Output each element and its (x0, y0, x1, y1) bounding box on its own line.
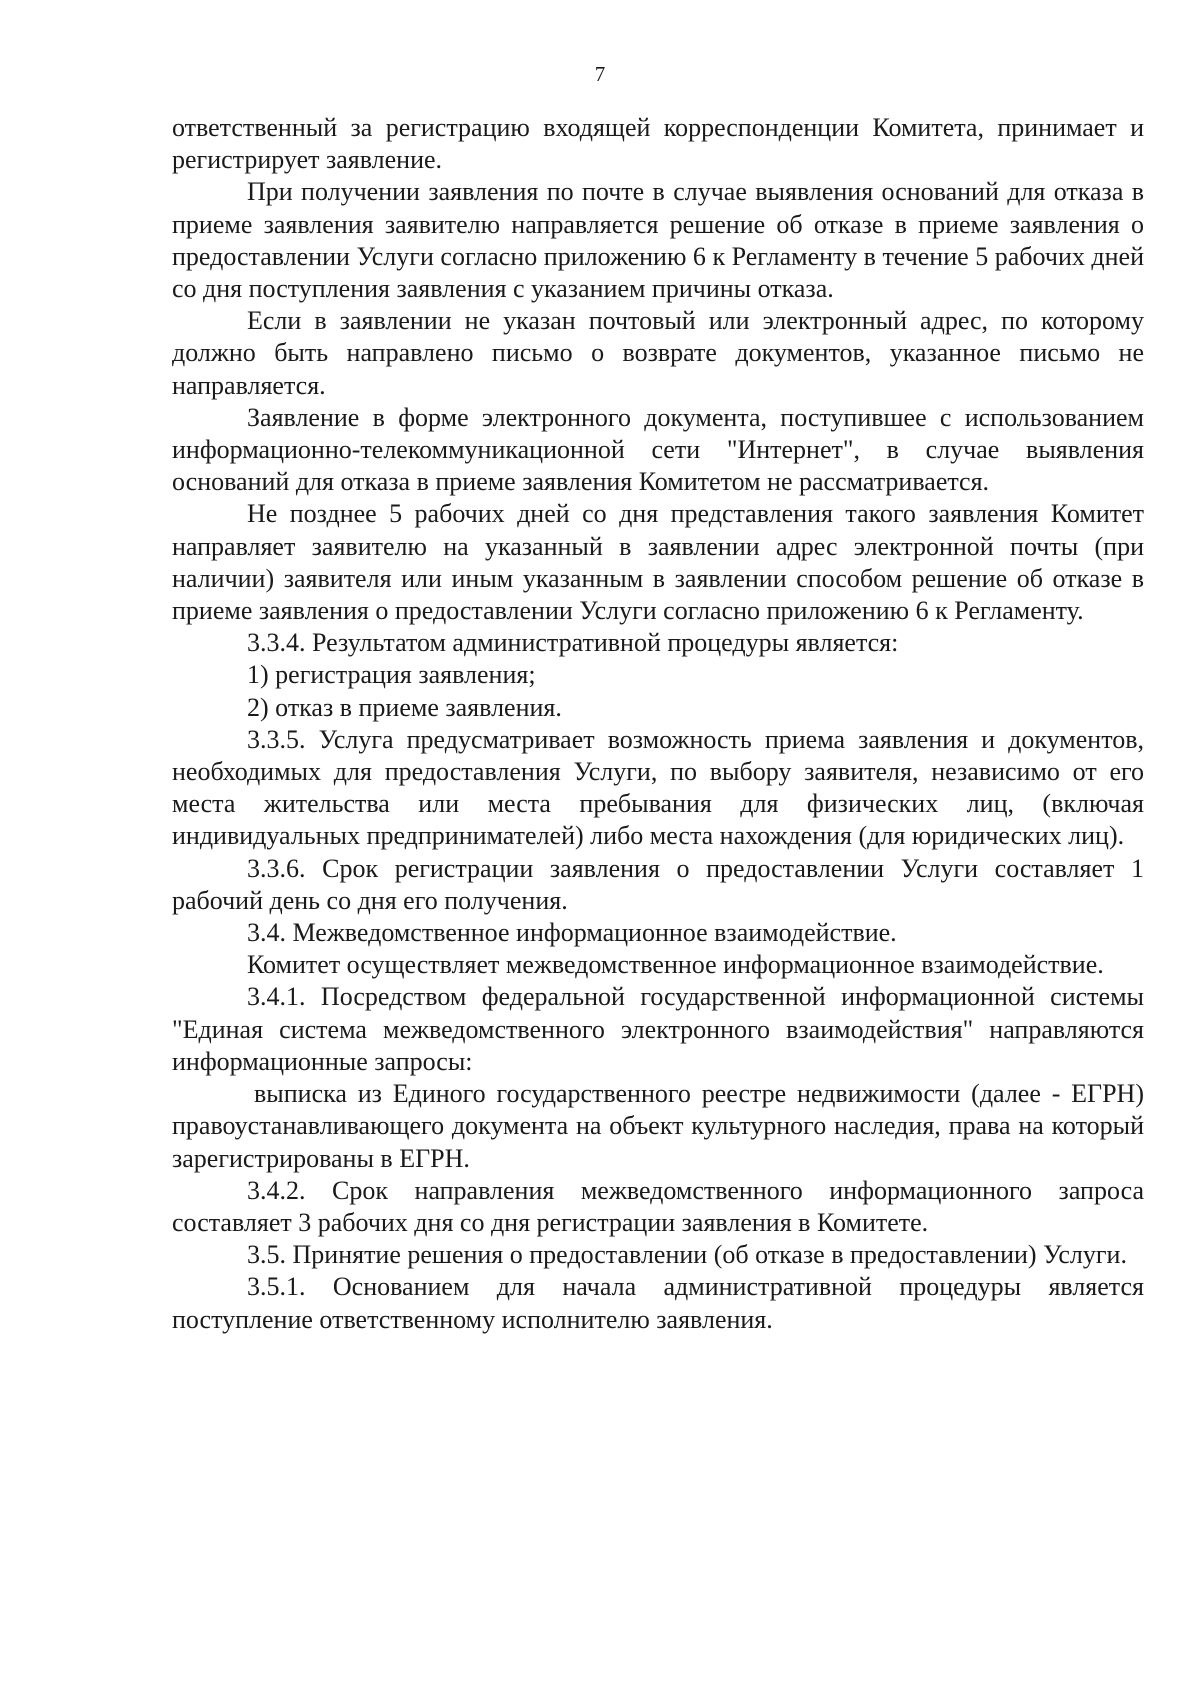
paragraph: 3.3.4. Результатом административной процедуры является: (247, 628, 899, 658)
paragraph: ответственный за регистрацию входящей корреспонденции Комитета, принимает и регистрирует заявление. (172, 113, 1144, 175)
paragraph: 3.4.1. Посредством федеральной государственной информационной системы "Единая система межведомственного электронного взаимодействия" направляются информационные запросы: (172, 982, 1144, 1076)
list-item: 2) отказ в приеме заявления. (247, 692, 562, 722)
list-item: 1) регистрация заявления; (247, 660, 536, 690)
paragraph: Комитет осуществляет межведомственное информационное взаимодействие. (247, 950, 1104, 980)
paragraph: 3.3.5. Услуга предусматривает возможность приема заявления и документов, необходимых для предоставления Услуги, по выбору заявителя, независимо от его места жительства или места пребывания для физических лиц, (включая индивидуальных предпринимателей) либо места нахождения (для юридических лиц). (172, 724, 1144, 851)
paragraph: 3.5.1. Основанием для начала административной процедуры является поступление ответственному исполнителю заявления. (172, 1272, 1144, 1334)
section-heading: 3.4. Межведомственное информационное взаимодействие. (247, 918, 897, 948)
paragraph: Если в заявлении не указан почтовый или электронный адрес, по которому должно быть направлено письмо о возврате документов, указанное письмо не направляется. (172, 306, 1144, 400)
section-heading: 3.5. Принятие решения о предоставлении (об отказе в предоставлении) Услуги. (247, 1240, 1127, 1270)
paragraph: Не позднее 5 рабочих дней со дня представления такого заявления Комитет направляет заявителю на указанный в заявлении адрес электронной почты (при наличии) заявителя или иным указанным в заявлении способом решение об отказе в приеме заявления о предоставлении Услуги согласно приложению 6 к Регламенту. (172, 499, 1144, 626)
page-number: 7 (594, 62, 606, 86)
paragraph: При получении заявления по почте в случае выявления оснований для отказа в приеме заявления заявителю направляется решение об отказе в приеме заявления о предоставлении Услуги согласно приложению 6 к Регламенту в течение 5 рабочих дней со дня поступления заявления с указанием причины отказа. (172, 177, 1144, 304)
paragraph: 3.3.6. Срок регистрации заявления о предоставлении Услуги составляет 1 рабочий день со дня его получения. (172, 853, 1144, 915)
paragraph: выписка из Единого государственного реестре недвижимости (далее - ЕГРН) правоустанавливающего документа на объект культурного наследия, права на который зарегистрированы в ЕГРН. (172, 1079, 1144, 1173)
paragraph: 3.4.2. Срок направления межведомственного информационного запроса составляет 3 рабочих дня со дня регистрации заявления в Комитете. (172, 1175, 1144, 1237)
paragraph: Заявление в форме электронного документа, поступившее с использованием информационно-телекоммуникационной сети "Интернет", в случае выявления оснований для отказа в приеме заявления Комитетом не рассматривается. (172, 402, 1144, 497)
document-body (172, 112, 1144, 1336)
